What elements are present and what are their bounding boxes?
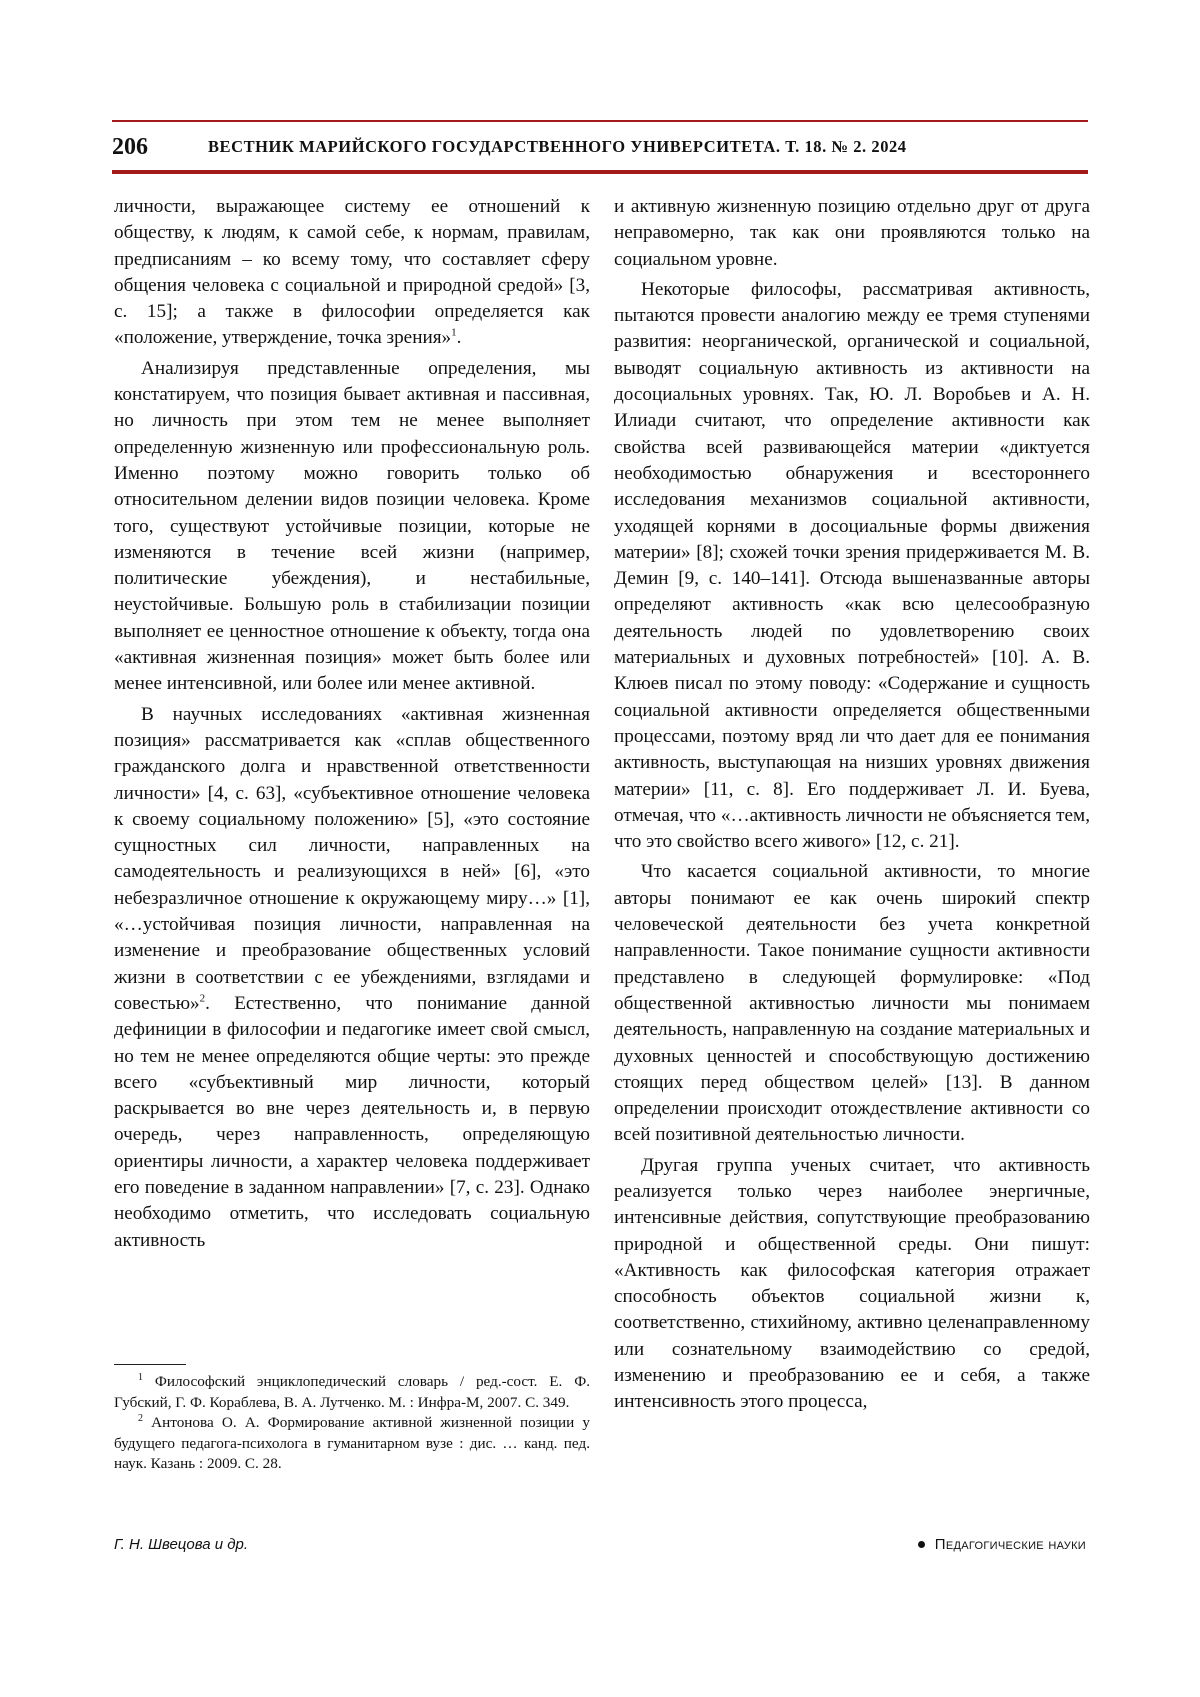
journal-title: ВЕСТНИК МАРИЙСКОГО ГОСУДАРСТВЕННОГО УНИВЕРСИТЕТА. Т. 18. № 2. 2024 bbox=[208, 137, 907, 156]
paragraph: Что касается социальной активности, то многие авторы понимают ее как очень широкий спектр человеческой деятельности без учета конкретной направленности. Такое понимание сущности активности представлено в следующей формулировке: «Под общественной активностью личности мы понимаем деятельность, направленную на создание материальных и духовных ценностей и способствующую достижению стоящих перед обществом целей» [13]. В данном определении происходит отождествление активности со всей позитивной деятельностью личности. bbox=[614, 861, 1090, 1146]
footnote bbox=[114, 1413, 590, 1475]
footnote-divider bbox=[114, 1364, 186, 1365]
right-column bbox=[614, 194, 1090, 1416]
paragraph bbox=[114, 194, 590, 352]
footnote-ref: 2 bbox=[199, 992, 206, 1005]
paragraph-text: В научных исследованиях «активная жизненная позиция» рассматривается как «сплав общественного гражданского долга и нравственной ответственности личности» [4, с. 63], «субъективное отношение человека к своему социальному положению» [5], «это состояние сущностных сил личности, направленных на самодеятельность и реализующихся в ней» [6], «это небезразличное отношение к окружающему миру…» [1], «…устойчивая позиция личности, направленная на изменение и преобразование общественных условий жизни в соответствии с ее убеждениями, взглядами и совестью» bbox=[114, 703, 590, 1014]
footnote-mark: 2 bbox=[138, 1412, 143, 1424]
section-name: Педагогические науки bbox=[934, 1536, 1086, 1553]
left-column bbox=[114, 194, 590, 1254]
bullet-icon bbox=[918, 1541, 925, 1548]
footer-section bbox=[918, 1536, 1086, 1553]
footnote-ref: 1 bbox=[451, 327, 457, 340]
paragraph-text-end: . Естественно, что понимание данной дефиниции в философии и педагогике имеет свой смысл, но тем не менее определяются общие черты: это прежде всего «субъективный мир личности, который раскрывается во вне через деятельность и, в первую очередь, через направленность, определяющую ориентиры личности, а характер человека поддерживает его поведение в заданном направлении» [7, с. 23]. Однако необходимо отметить, что исследовать социальную активность bbox=[114, 992, 590, 1251]
running-header bbox=[112, 130, 1088, 164]
footnote-text: Философский энциклопедический словарь / ред.-сост. Е. Ф. Губский, Г. Ф. Кораблева, В. А. Лутченко. М. : Инфра-М, 2007. С. 349. bbox=[114, 1373, 590, 1411]
footnotes bbox=[114, 1372, 590, 1475]
footnote-text: Антонова О. А. Формирование активной жизненной позиции у будущего педагога-психолога в гуманитарном вузе : дис. … канд. пед. наук. Казань : 2009. С. 28. bbox=[114, 1414, 590, 1472]
paragraph: Другая группа ученых считает, что активность реализуется только через наиболее энергичные, интенсивные действия, сопутствующие преобразованию природной и общественной среды. Они пишут: «Активность как философская категория отражает способность объектов социальной жизни к, соответственно, стихийному, активно целенаправленному или сознательному взаимодействию со средой, изменению и преобразованию ее и себя, а также интенсивность этого процесса, bbox=[614, 1154, 1090, 1413]
header-rule-top bbox=[112, 120, 1088, 122]
paragraph: Анализируя представленные определения, мы констатируем, что позиция бывает активная и пассивная, но личность при этом тем не менее выполняет определенную жизненную или профессиональную роль. Именно поэтому можно говорить только об относительном делении видов позиции человека. Кроме того, существуют устойчивые позиции, которые не изменяются в течение всей жизни (например, политические убеждения), и нестабильные, неустойчивые. Большую роль в стабилизации позиции выполняет ее ценностное отношение к объекту, тогда она «активная жизненная позиция» может быть более или менее интенсивной, или более или менее активной. bbox=[114, 357, 590, 695]
paragraph: Некоторые философы, рассматривая активность, пытаются провести аналогию между ее тремя ступенями развития: неорганической, органической и социальной, выводят социальную активность из активности на досоциальных уровнях. Так, Ю. Л. Воробьев и А. Н. Илиади считают, что определение активности как свойства всей развивающейся материи «диктуется необходимостью обнаружения и всестороннего исследования механизмов социальной активности, уходящей корнями в досоциальные формы движения материи» [8]; схожей точки зрения придерживается М. В. Демин [9, с. 140–141]. Отсюда вышеназванные авторы определяют активность «как всю целесообразную деятельность людей по удовлетворению своих материальных и духовных потребностей» [10]. А. В. Клюев писал по этому поводу: «Содержание и сущность социальной активности определяется общественными процессами, поэтому вряд ли что дает для ее понимания активность, выступающая на низших уровнях движения материи» [11, с. 8]. Его поддерживает Л. И. Буева, отмечая, что «…активность личности не объясняется тем, что это свойство всего живого» [12, с. 21]. bbox=[614, 278, 1090, 853]
footnote-mark: 1 bbox=[138, 1371, 143, 1383]
header-rule-bottom bbox=[112, 170, 1088, 174]
footer-authors: Г. Н. Швецова и др. bbox=[114, 1536, 249, 1553]
paragraph-text: личности, выражающее систему ее отношений к обществу, к людям, к самой себе, к нормам, правилам, предписаниям – ко всему тому, что составляет сферу общения человека с социальной и природной средой» [3, с. 15]; а также в философии определяется как «положение, утверждение, точка зрения» bbox=[114, 196, 590, 349]
page-number: 206 bbox=[112, 133, 148, 160]
paragraph bbox=[114, 702, 590, 1254]
paragraph-text-end: . bbox=[456, 327, 462, 349]
footnote bbox=[114, 1372, 590, 1413]
paragraph: и активную жизненную позицию отдельно друг от друга неправомерно, так как они проявляются только на социальном уровне. bbox=[614, 196, 1090, 270]
